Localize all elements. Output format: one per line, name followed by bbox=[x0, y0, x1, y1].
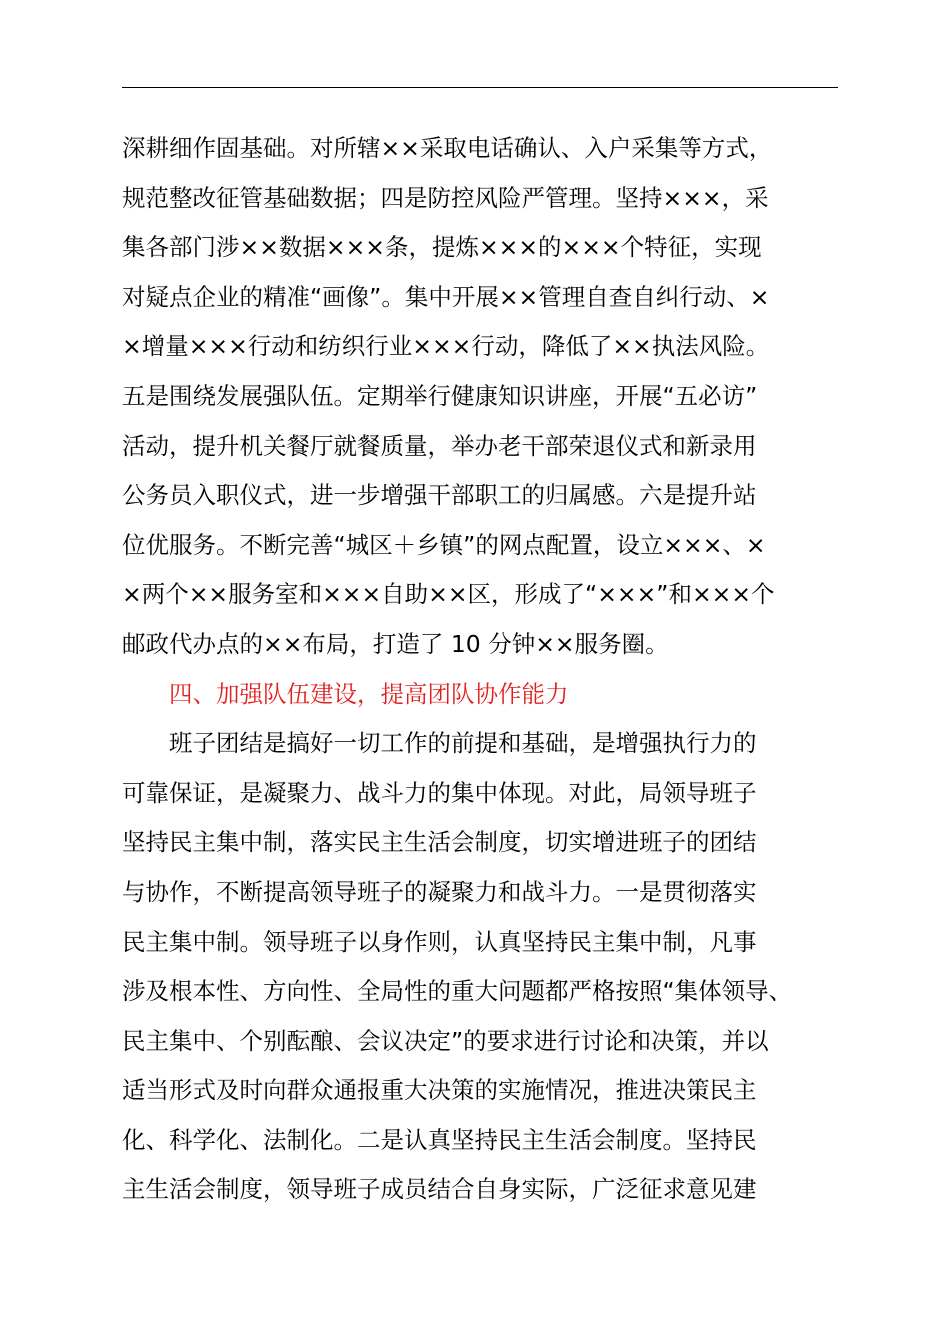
text-line: 坚持民主集中制，落实民主生活会制度，切实增进班子的团结 bbox=[122, 828, 757, 857]
text-line: 适当形式及时向群众通报重大决策的实施情况，推进决策民主 bbox=[122, 1076, 757, 1105]
section-heading: 四、加强队伍建设，提高团队协作能力 bbox=[169, 679, 569, 708]
paragraph-first-line: 班子团结是搞好一切工作的前提和基础，是增强执行力的 bbox=[169, 729, 757, 758]
text-line: 涉及根本性、方向性、全局性的重大问题都严格按照“集体领导、 bbox=[122, 977, 793, 1006]
text-line: ×两个××服务室和×××自助××区，形成了“×××”和×××个 bbox=[122, 580, 775, 609]
document-body bbox=[122, 124, 838, 1215]
text-line: 公务员入职仪式，进一步增强干部职工的归属感。六是提升站 bbox=[122, 481, 757, 510]
text-line: ×增量×××行动和纺织行业×××行动，降低了××执法风险。 bbox=[122, 332, 770, 361]
header-rule bbox=[122, 87, 838, 88]
text-line: 邮政代办点的××布局，打造了 10 分钟××服务圈。 bbox=[122, 629, 669, 658]
text-line: 民主集中制。领导班子以身作则，认真坚持民主集中制，凡事 bbox=[122, 927, 757, 956]
text-line: 对疑点企业的精准“画像”。集中开展××管理自查自纠行动、× bbox=[122, 282, 770, 311]
text-line: 化、科学化、法制化。二是认真坚持民主生活会制度。坚持民 bbox=[122, 1125, 757, 1154]
text-line: 可靠保证，是凝聚力、战斗力的集中体现。对此，局领导班子 bbox=[122, 778, 757, 807]
text-line: 集各部门涉××数据×××条，提炼×××的×××个特征，实现 bbox=[122, 233, 762, 262]
text-line: 深耕细作固基础。对所辖××采取电话确认、入户采集等方式， bbox=[122, 134, 773, 162]
text-line: 主生活会制度，领导班子成员结合自身实际，广泛征求意见建 bbox=[122, 1175, 757, 1204]
text-line: 规范整改征管基础数据；四是防控风险严管理。坚持×××，采 bbox=[122, 183, 769, 212]
text-line: 活动，提升机关餐厅就餐质量，举办老干部荣退仪式和新录用 bbox=[122, 431, 757, 460]
text-line: 与协作，不断提高领导班子的凝聚力和战斗力。一是贯彻落实 bbox=[122, 877, 757, 906]
text-line: 位优服务。不断完善“城区＋乡镇”的网点配置，设立×××、× bbox=[122, 530, 766, 559]
text-line: 民主集中、个别酝酿、会议决定”的要求进行讨论和决策，并以 bbox=[122, 1026, 769, 1055]
text-line: 五是围绕发展强队伍。定期举行健康知识讲座，开展“五必访” bbox=[122, 381, 758, 410]
